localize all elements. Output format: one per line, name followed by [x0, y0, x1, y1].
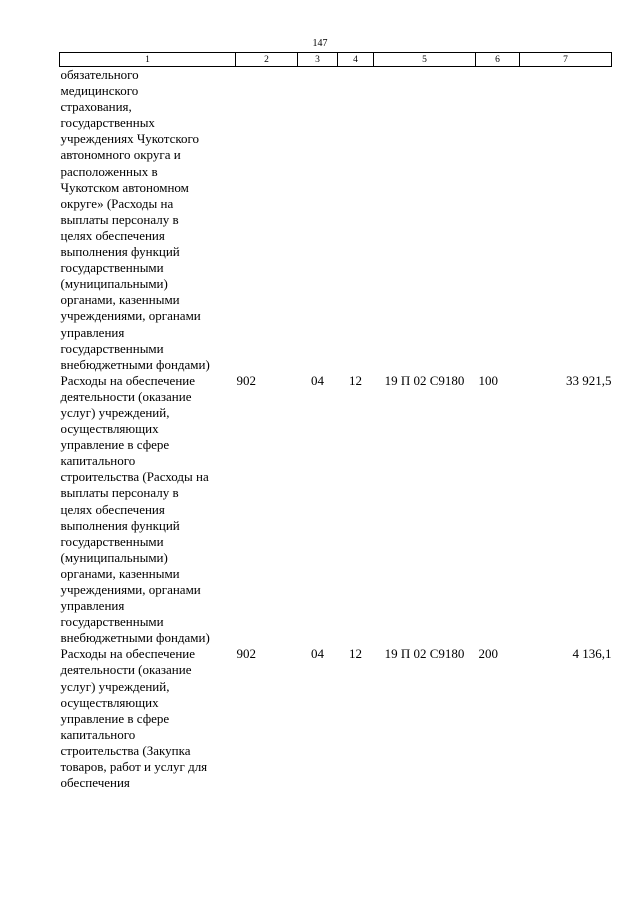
description-line: управления	[60, 598, 125, 614]
description-line: органами, казенными	[60, 292, 180, 308]
cell-ministry-code	[236, 67, 298, 373]
cell-description	[60, 373, 236, 647]
description-line: Расходы на обеспечение	[60, 372, 196, 388]
column-header: 3	[298, 53, 338, 67]
cell-ministry-code: 902	[236, 646, 256, 662]
description-line: медицинского	[60, 83, 139, 99]
description-line: учреждениями, органами	[60, 582, 201, 597]
description-line: выполнения функций	[60, 517, 180, 533]
cell-amount: 33 921,5	[566, 372, 612, 388]
description-line: внебюджетными фондами)	[60, 630, 210, 646]
cell-description	[60, 646, 236, 791]
cell-section	[298, 67, 338, 373]
description-line: управление в сфере	[60, 710, 170, 726]
column-header: 5	[374, 53, 476, 67]
column-header: 4	[338, 53, 374, 67]
page-number: 147	[312, 38, 328, 49]
description-line: деятельности (оказание	[60, 662, 192, 678]
description-line: выплаты персоналу в	[60, 211, 179, 227]
description-line: (муниципальными)	[60, 276, 168, 292]
description-line: расположенных в	[60, 163, 158, 179]
description-line: внебюджетными фондами)	[60, 356, 210, 372]
cell-subsection: 12	[349, 372, 362, 388]
column-header: 7	[520, 53, 612, 67]
column-header: 2	[236, 53, 298, 67]
description-line: капитального	[60, 726, 136, 742]
description-line: управление в сфере	[60, 437, 170, 453]
description-line: целях обеспечения	[60, 227, 165, 243]
description-line: государственных	[60, 115, 155, 131]
description-line: услуг) учреждений,	[60, 678, 170, 694]
description-line: государственными	[60, 260, 164, 276]
cell-target-article: 19 П 02 С9180	[384, 372, 465, 388]
description-line: государственными	[60, 340, 164, 356]
cell-subsection	[338, 67, 374, 373]
description-line: управления	[60, 324, 125, 340]
header-row	[60, 53, 612, 67]
cell-section: 04	[311, 372, 324, 388]
description-line: Чукотском автономном	[60, 179, 189, 195]
cell-amount	[520, 67, 612, 373]
description-line: Расходы на обеспечение	[60, 646, 196, 662]
description-line: осуществляющих	[60, 694, 159, 710]
cell-target-article	[374, 67, 476, 373]
description-line: деятельности (оказание	[60, 388, 192, 404]
description-line: страхования,	[60, 99, 132, 115]
cell-expense-type: 100	[478, 372, 498, 388]
description-line: товаров, работ и услуг для	[60, 759, 208, 775]
cell-subsection: 12	[349, 646, 362, 662]
cell-ministry-code: 902	[236, 372, 256, 388]
description-line: капитального	[60, 453, 136, 469]
description-line: государственными	[60, 533, 164, 549]
budget-table	[59, 52, 612, 791]
description-line: услуг) учреждений,	[60, 404, 170, 420]
cell-expense-type	[476, 67, 520, 373]
table-row	[60, 67, 612, 373]
table-row	[60, 646, 612, 791]
description-line: выплаты персоналу в	[60, 485, 179, 501]
description-line: строительства (Расходы на	[60, 469, 209, 485]
cell-amount: 4 136,1	[572, 646, 612, 662]
description-line: округе» (Расходы на	[60, 195, 174, 211]
description-line: обязательного	[60, 67, 139, 82]
description-line: обеспечения	[60, 775, 130, 791]
description-line: целях обеспечения	[60, 501, 165, 517]
description-line: строительства (Закупка	[60, 742, 191, 758]
description-line: учреждениями, органами	[60, 308, 201, 324]
table-header	[60, 53, 612, 67]
table-row	[60, 373, 612, 647]
cell-description	[60, 67, 236, 373]
description-line: автономного округа и	[60, 147, 181, 163]
description-line: учреждениях Чукотского	[60, 131, 200, 147]
description-line: осуществляющих	[60, 421, 159, 437]
cell-section: 04	[311, 646, 324, 662]
table-body	[60, 67, 612, 792]
description-line: (муниципальными)	[60, 549, 168, 565]
cell-target-article: 19 П 02 С9180	[384, 646, 465, 662]
description-line: выполнения функций	[60, 244, 180, 260]
column-header: 1	[60, 53, 236, 67]
description-line: органами, казенными	[60, 565, 180, 581]
column-header: 6	[476, 53, 520, 67]
cell-expense-type: 200	[478, 646, 498, 662]
description-line: государственными	[60, 614, 164, 630]
